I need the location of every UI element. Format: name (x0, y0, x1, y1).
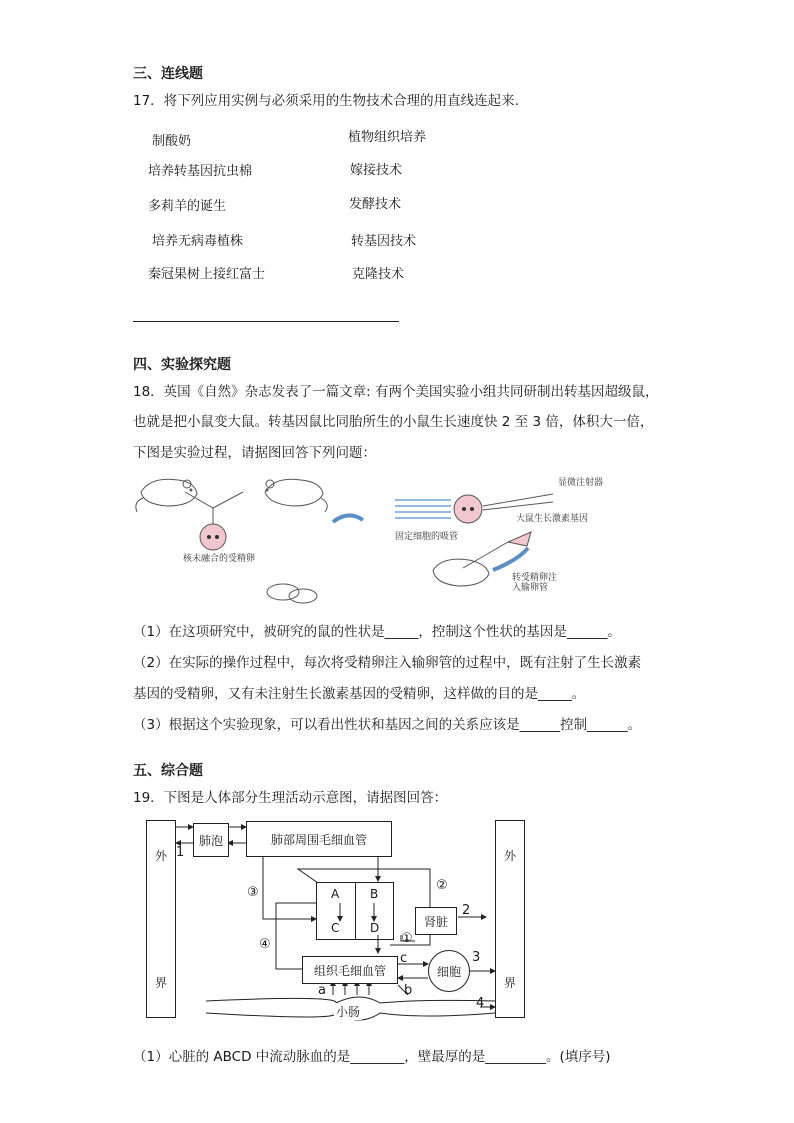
question-18-line: 下图是实验过程，请据图回答下列问题： (133, 445, 376, 461)
question-19: 19．下图是人体部分生理活动示意图，请据图回答： (133, 790, 448, 806)
label-1: 1 (176, 845, 185, 860)
section5-heading: 五、综合题 (133, 763, 203, 779)
fertilized-egg (200, 524, 226, 550)
mouse-icon (265, 479, 327, 512)
left-item: 制酸奶 (152, 134, 192, 149)
heart-a: A (331, 887, 340, 901)
baby-mice (267, 584, 317, 603)
experiment-figure (133, 470, 633, 610)
outside-right: 外 界 (495, 820, 525, 1018)
q18-sub1: （1）在这项研究中，被研究的鼠的性状是_____，控制这个性状的基因是______。 (133, 624, 621, 640)
label-3: 3 (472, 950, 481, 965)
circled-1: ① (401, 931, 413, 946)
circled-2: ② (436, 878, 448, 893)
q18-sub3: （3）根据这个实验现象，可以看出性状和基因之间的关系应该是______控制______。 (133, 717, 642, 733)
microinjector-label: 显微注射器 (558, 478, 604, 488)
label-c: c (400, 951, 408, 966)
divider (133, 321, 399, 322)
zygote-label: 核未融合的受精卵 (183, 554, 256, 564)
inject-label: 转受精卵注 入输卵管 (512, 573, 558, 593)
question-18-line: 18．英国《自然》杂志发表了一篇文章: 有两个美国实验小组共同研制出转基因超级鼠， (133, 384, 659, 400)
tissue-capillary-box: 组织毛细血管 (302, 956, 398, 984)
circled-3: ③ (247, 885, 259, 900)
right-item: 克隆技术 (352, 267, 405, 282)
left-item: 培养转基因抗虫棉 (148, 164, 253, 179)
lung-capillary-box: 肺部周围毛细血管 (246, 821, 392, 857)
pipette-label: 固定细胞的吸管 (395, 532, 459, 542)
section3-heading: 三、连线题 (133, 66, 203, 82)
left-item: 多莉羊的诞生 (148, 199, 227, 214)
label-4: 4 (476, 996, 485, 1011)
heart-b: B (370, 887, 379, 901)
kidney-box: 肾脏 (415, 907, 457, 935)
alveoli-box: 肺泡 (193, 823, 229, 857)
left-item: 秦冠果树上接红富士 (148, 267, 266, 282)
intestine-label: 小肠 (336, 1005, 361, 1019)
question-17: 17．将下列应用实例与必须采用的生物技术合理的用直线连起来. (133, 93, 519, 109)
mouse-icon (136, 479, 197, 512)
gene-label: 大鼠生长激素基因 (516, 514, 589, 524)
right-item: 植物组织培养 (348, 130, 427, 145)
label-2: 2 (462, 903, 471, 918)
fertilized-egg (454, 495, 482, 523)
q19-sub1: （1）心脏的 ABCD 中流动脉血的是________，壁最厚的是_________。(填序号) (133, 1049, 611, 1065)
heart (316, 882, 394, 940)
arrow-icon (493, 548, 528, 570)
right-item: 转基因技术 (351, 234, 417, 249)
section4-heading: 四、实验探究题 (133, 357, 231, 373)
outside-left: 外 界 (146, 820, 176, 1018)
left-item: 培养无病毒植株 (152, 234, 244, 249)
heart-c: C (331, 921, 340, 935)
right-item: 嫁接技术 (350, 163, 403, 178)
circled-4: ④ (259, 937, 271, 952)
label-a: a (318, 983, 326, 998)
right-item: 发酵技术 (349, 197, 402, 212)
arrow-icon (333, 515, 363, 522)
question-18-line: 也就是把小鼠变大鼠。转基因鼠比同胎所生的小鼠生长速度快 2 至 3 倍，体积大一倍， (133, 414, 654, 430)
label-b: b (404, 983, 413, 998)
q18-sub2a: （2）在实际的操作过程中，每次将受精卵注入输卵管的过程中，既有注射了生长激素 (133, 655, 642, 671)
heart-d: D (370, 921, 380, 935)
q18-sub2b: 基因的受精卵，又有未注射生长激素基因的受精卵，这样做的目的是_____。 (133, 686, 586, 702)
cell-circle: 细胞 (428, 950, 470, 992)
